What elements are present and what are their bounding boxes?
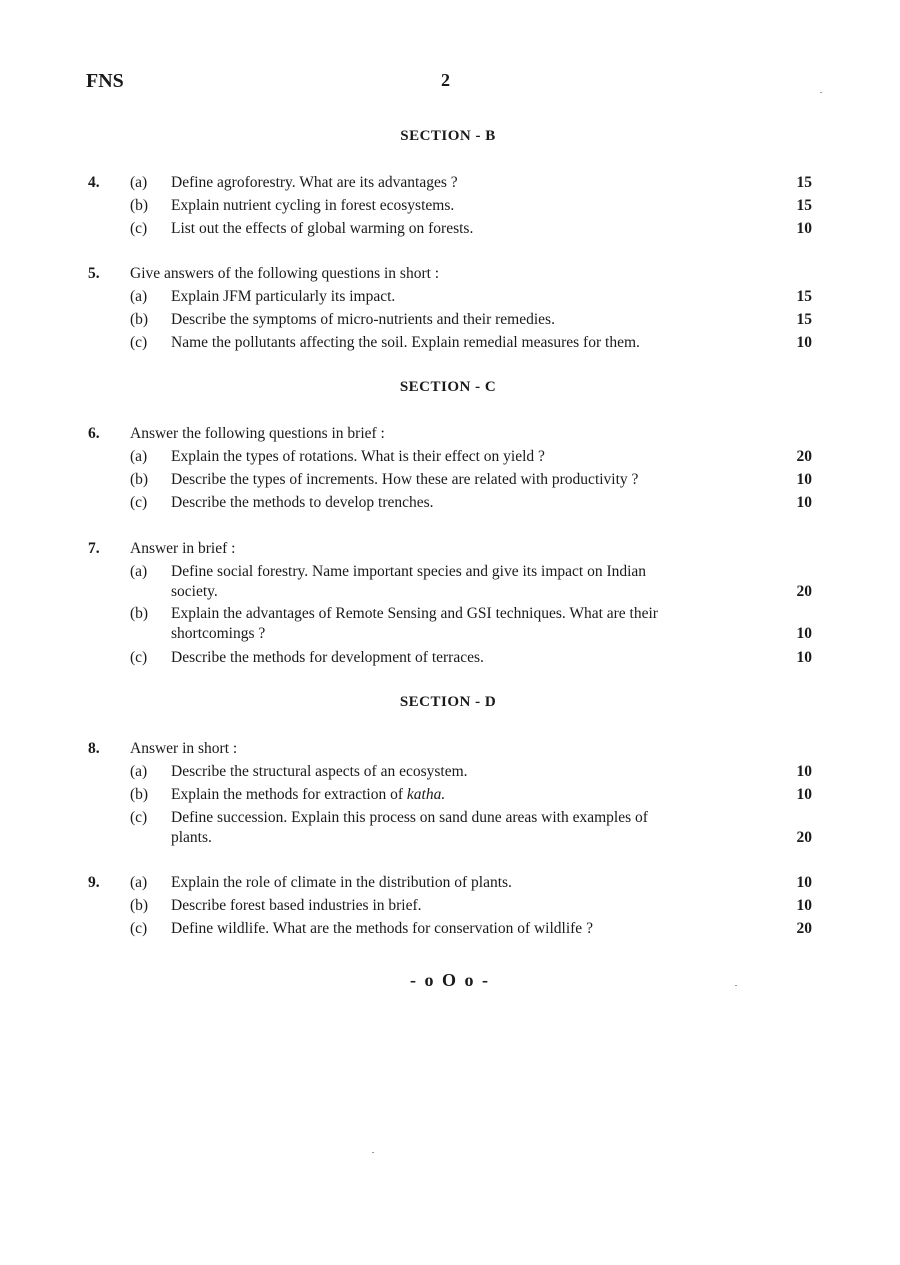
question-number: 6. xyxy=(88,425,100,442)
subpart-label: (a) xyxy=(130,448,148,465)
subpart-label: (b) xyxy=(130,786,149,803)
question-text: Name the pollutants affecting the soil. Explain remedial measures for them. xyxy=(171,334,640,351)
marks: 10 xyxy=(796,763,812,780)
question-text: Explain nutrient cycling in forest ecosystems. xyxy=(171,197,455,214)
question-text: Explain the advantages of Remote Sensing and GSI techniques. What are their xyxy=(171,605,658,622)
question-text: Describe the structural aspects of an ecosystem. xyxy=(171,763,468,780)
question-text: Explain JFM particularly its impact. xyxy=(171,288,396,305)
question-number: 9. xyxy=(88,874,100,891)
question-text-continued: society. xyxy=(171,583,218,600)
page-number: 2 xyxy=(441,70,450,90)
question-text: Define social forestry. Name important species and give its impact on Indian xyxy=(171,563,647,580)
marks: 15 xyxy=(796,311,812,328)
question-intro: Give answers of the following questions in short : xyxy=(130,265,440,282)
end-of-paper-mark: - o O o - xyxy=(410,970,490,990)
question-text: Describe the methods for development of terraces. xyxy=(171,649,484,666)
question-text: List out the effects of global warming on forests. xyxy=(171,220,474,237)
question-intro: Answer in short : xyxy=(130,740,238,757)
question-number: 5. xyxy=(88,265,100,282)
subpart-label: (c) xyxy=(130,920,148,937)
marks: 10 xyxy=(796,649,812,666)
section-c-title: SECTION - C xyxy=(399,379,497,395)
question-number: 4. xyxy=(88,174,100,191)
marks: 20 xyxy=(796,920,812,937)
marks: 10 xyxy=(796,786,812,803)
marks: 20 xyxy=(796,583,812,600)
question-text: Describe forest based industries in brief. xyxy=(171,897,422,914)
subpart-label: (a) xyxy=(130,174,148,191)
question-text: Describe the methods to develop trenches. xyxy=(171,494,434,511)
question-text-continued: shortcomings ? xyxy=(171,625,266,642)
section-d-title: SECTION - D xyxy=(399,694,497,710)
marks: 10 xyxy=(796,471,812,488)
question-text: Describe the symptoms of micro-nutrients and their remedies. xyxy=(171,311,555,328)
marks: 10 xyxy=(796,494,812,511)
subpart-label: (c) xyxy=(130,649,148,666)
scan-speck xyxy=(735,985,737,986)
question-number: 7. xyxy=(88,540,100,557)
marks: 10 xyxy=(796,334,812,351)
marks: 10 xyxy=(796,874,812,891)
question-text: Describe the types of increments. How these are related with productivity ? xyxy=(171,471,639,488)
marks: 10 xyxy=(796,625,812,642)
question-number: 8. xyxy=(88,740,100,757)
question-intro: Answer in brief : xyxy=(130,540,236,557)
question-intro: Answer the following questions in brief : xyxy=(130,425,385,442)
subpart-label: (b) xyxy=(130,897,149,914)
section-b-title: SECTION - B xyxy=(400,128,496,144)
scan-speck xyxy=(372,1152,374,1153)
marks: 15 xyxy=(796,288,812,305)
marks: 10 xyxy=(796,220,812,237)
question-text-italic: katha. xyxy=(406,786,446,803)
question-text-plain: Explain the methods for extraction of xyxy=(171,786,407,803)
subpart-label: (c) xyxy=(130,809,148,826)
marks: 20 xyxy=(796,829,812,846)
marks: 15 xyxy=(796,197,812,214)
question-text: Define succession. Explain this process on sand dune areas with examples of xyxy=(171,809,648,826)
subpart-label: (a) xyxy=(130,288,148,305)
subpart-label: (b) xyxy=(130,197,149,214)
question-text: Explain the types of rotations. What is their effect on yield ? xyxy=(171,448,545,465)
scan-speck xyxy=(820,92,822,93)
subpart-label: (a) xyxy=(130,563,148,580)
subpart-label: (b) xyxy=(130,471,149,488)
subpart-label: (a) xyxy=(130,874,148,891)
subpart-label: (c) xyxy=(130,334,148,351)
subpart-label: (b) xyxy=(130,605,149,622)
paper-code: FNS xyxy=(86,70,124,92)
question-text: Explain the role of climate in the distribution of plants. xyxy=(171,874,512,891)
question-text xyxy=(171,786,445,804)
question-text: Define agroforestry. What are its advantages ? xyxy=(171,174,458,191)
subpart-label: (c) xyxy=(130,494,148,511)
marks: 20 xyxy=(796,448,812,465)
question-text-continued: plants. xyxy=(171,829,212,846)
subpart-label: (b) xyxy=(130,311,149,328)
marks: 10 xyxy=(796,897,812,914)
marks: 15 xyxy=(796,174,812,191)
subpart-label: (c) xyxy=(130,220,148,237)
subpart-label: (a) xyxy=(130,763,148,780)
question-text: Define wildlife. What are the methods for conservation of wildlife ? xyxy=(171,920,593,937)
